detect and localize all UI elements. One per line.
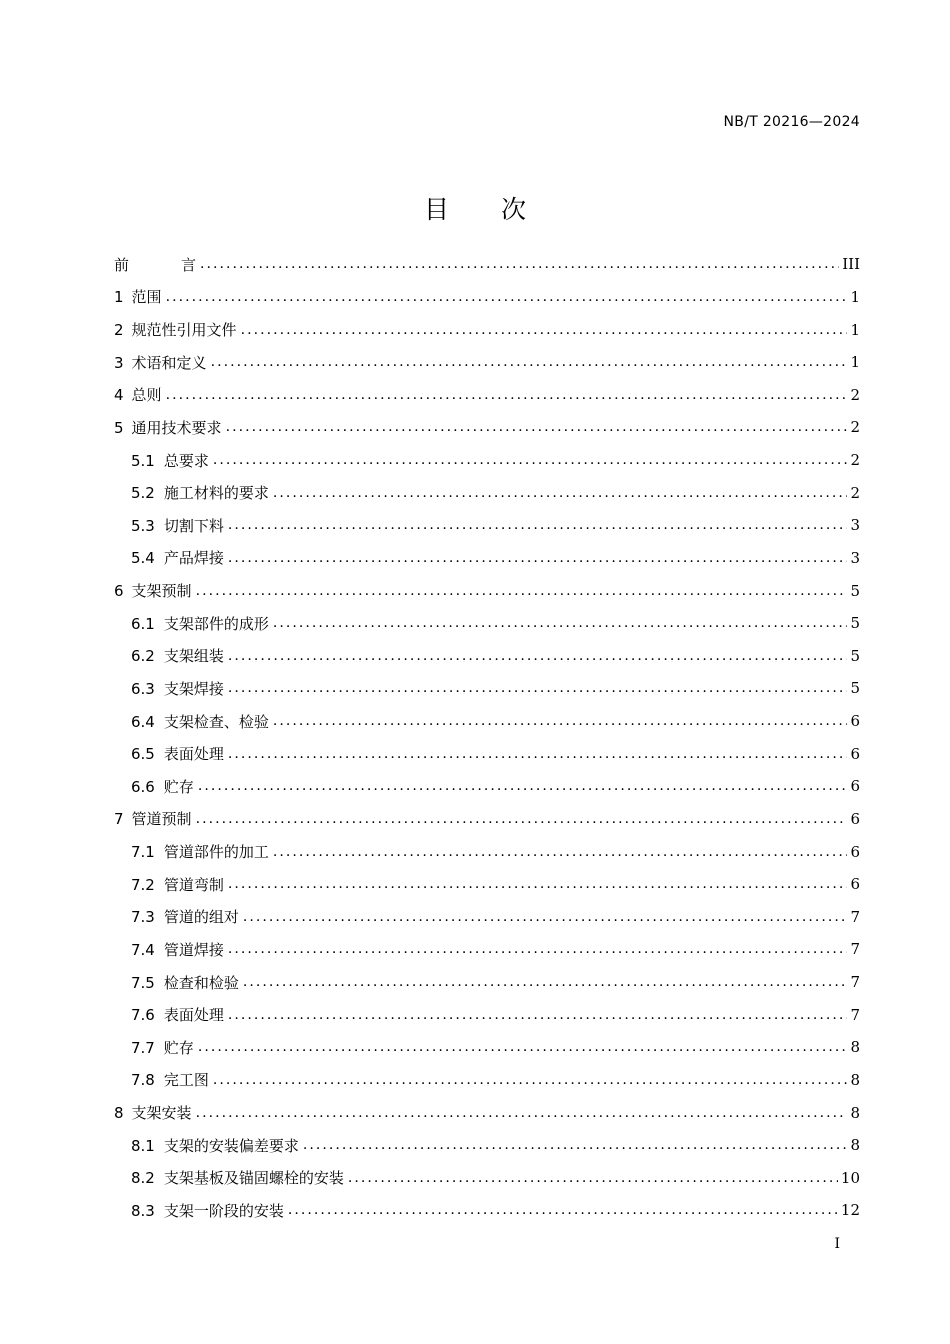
toc-entry-number: 7.7 bbox=[131, 1038, 155, 1057]
toc-entry[interactable] bbox=[114, 998, 860, 1031]
toc-entry-label bbox=[114, 254, 200, 275]
toc-entry-title: 支架部件的成形 bbox=[163, 614, 269, 633]
dot-leader bbox=[228, 746, 848, 762]
toc-entry-number: 6.3 bbox=[131, 679, 155, 698]
dot-leader bbox=[273, 844, 848, 860]
dot-leader bbox=[228, 517, 848, 533]
toc-entry-number: 8.1 bbox=[131, 1136, 155, 1155]
dot-leader bbox=[196, 811, 848, 827]
toc-entry[interactable] bbox=[114, 346, 860, 379]
toc-entry-label bbox=[131, 1037, 198, 1058]
preface-char-1: 前 bbox=[114, 255, 130, 274]
toc-entry[interactable] bbox=[114, 281, 860, 314]
toc-entry-label bbox=[131, 1135, 303, 1156]
toc-entry[interactable] bbox=[114, 1194, 860, 1227]
toc-entry-title: 支架的安装偏差要求 bbox=[163, 1136, 299, 1155]
dot-leader bbox=[241, 322, 848, 338]
toc-entry[interactable] bbox=[114, 1096, 860, 1129]
toc-entry[interactable] bbox=[114, 770, 860, 803]
toc-entry[interactable] bbox=[114, 313, 860, 346]
dot-leader bbox=[198, 1039, 848, 1055]
toc-entry-label bbox=[131, 841, 273, 862]
toc-page-number: 8 bbox=[850, 1136, 860, 1155]
toc-entry-title: 贮存 bbox=[163, 1038, 194, 1057]
toc-entry-title: 范围 bbox=[131, 288, 162, 307]
toc-entry[interactable] bbox=[114, 640, 860, 673]
toc-entry-title: 支架预制 bbox=[131, 582, 192, 601]
toc-entry-label bbox=[114, 352, 211, 373]
toc-entry-label bbox=[114, 319, 241, 340]
toc-page-number: 2 bbox=[850, 483, 860, 502]
toc-entry-label bbox=[131, 939, 228, 960]
toc-entry-number: 6 bbox=[114, 582, 124, 601]
dot-leader bbox=[196, 1105, 848, 1121]
toc-page-number: 7 bbox=[850, 973, 860, 992]
dot-leader bbox=[228, 941, 848, 957]
toc-entry-label bbox=[131, 515, 228, 536]
toc-entry[interactable] bbox=[114, 542, 860, 575]
toc-entry-number: 7.3 bbox=[131, 908, 155, 927]
standard-code: NB/T 20216—2024 bbox=[723, 114, 860, 130]
toc-entry-title: 管道预制 bbox=[131, 810, 192, 829]
toc-entry-number: 5.1 bbox=[131, 451, 155, 470]
toc-entry-label bbox=[131, 1200, 288, 1221]
toc-entry-number: 7.4 bbox=[131, 940, 155, 959]
toc-entry-number: 5.3 bbox=[131, 516, 155, 535]
toc-entry-label bbox=[131, 678, 228, 699]
dot-leader bbox=[166, 289, 848, 305]
toc-entry-title: 支架组装 bbox=[163, 647, 224, 666]
dot-leader bbox=[198, 778, 848, 794]
toc-entry[interactable] bbox=[114, 966, 860, 999]
toc-page-number: 1 bbox=[850, 353, 860, 372]
toc-entry-title: 管道部件的加工 bbox=[163, 843, 269, 862]
toc-entry-number: 8 bbox=[114, 1104, 124, 1123]
toc-page-number: 6 bbox=[850, 875, 860, 894]
toc-page-number: 12 bbox=[840, 1201, 860, 1220]
toc-entry-label bbox=[131, 547, 228, 568]
toc-page-number: 10 bbox=[840, 1168, 860, 1187]
toc-entry-label bbox=[131, 645, 228, 666]
toc-entry-title: 支架焊接 bbox=[163, 679, 224, 698]
toc-entry-number: 7.2 bbox=[131, 875, 155, 894]
toc-entry[interactable] bbox=[114, 574, 860, 607]
dot-leader bbox=[228, 680, 848, 696]
toc-page-number: 2 bbox=[850, 385, 860, 404]
toc-entry-label bbox=[114, 417, 226, 438]
toc-entry-title: 总则 bbox=[131, 386, 162, 405]
toc-entry-title: 管道的组对 bbox=[163, 908, 239, 927]
toc-entry-label bbox=[131, 711, 273, 732]
toc-entry[interactable] bbox=[114, 835, 860, 868]
toc-entry-number: 8.3 bbox=[131, 1201, 155, 1220]
toc-entry-preface[interactable] bbox=[114, 248, 860, 281]
toc-entry-number: 7.5 bbox=[131, 973, 155, 992]
toc-entry-title: 规范性引用文件 bbox=[131, 321, 237, 340]
toc-entry-label bbox=[114, 286, 166, 307]
toc-page-number: 5 bbox=[850, 581, 860, 600]
dot-leader bbox=[213, 1072, 848, 1088]
toc-entry-number: 6.4 bbox=[131, 712, 155, 731]
toc-entry-label bbox=[131, 1167, 348, 1188]
dot-leader bbox=[226, 419, 848, 435]
toc-page-number: 7 bbox=[850, 940, 860, 959]
preface-char-2: 言 bbox=[181, 255, 197, 274]
toc-page-number: 8 bbox=[850, 1038, 860, 1057]
toc-entry[interactable] bbox=[114, 868, 860, 901]
table-of-contents bbox=[114, 248, 860, 1227]
dot-leader bbox=[348, 1170, 838, 1186]
toc-entry-number: 6.1 bbox=[131, 614, 155, 633]
toc-entry[interactable] bbox=[114, 379, 860, 412]
toc-page-number: 6 bbox=[850, 712, 860, 731]
toc-page-number: 7 bbox=[850, 907, 860, 926]
toc-entry-label bbox=[131, 613, 273, 634]
toc-entry[interactable] bbox=[114, 476, 860, 509]
toc-entry-label bbox=[131, 450, 213, 471]
toc-page-number: 1 bbox=[850, 320, 860, 339]
dot-leader bbox=[228, 876, 848, 892]
toc-page-number: 8 bbox=[850, 1103, 860, 1122]
toc-page-number: 8 bbox=[850, 1070, 860, 1089]
toc-entry-number: 1 bbox=[114, 288, 124, 307]
toc-page-number: 6 bbox=[850, 809, 860, 828]
dot-leader bbox=[228, 550, 848, 566]
toc-entry-number: 5.2 bbox=[131, 484, 155, 503]
toc-page-number: 6 bbox=[850, 842, 860, 861]
dot-leader bbox=[288, 1202, 838, 1218]
toc-entry[interactable] bbox=[114, 705, 860, 738]
toc-entry[interactable] bbox=[114, 509, 860, 542]
toc-entry-label bbox=[114, 384, 166, 405]
toc-entry-label bbox=[131, 874, 228, 895]
toc-entry-title: 施工材料的要求 bbox=[163, 484, 269, 503]
toc-page-number: 5 bbox=[850, 679, 860, 698]
toc-entry[interactable] bbox=[114, 1162, 860, 1195]
toc-page-number: 6 bbox=[850, 744, 860, 763]
toc-entry[interactable] bbox=[114, 901, 860, 934]
toc-entry-title: 管道焊接 bbox=[163, 940, 224, 959]
toc-entry-number: 7.6 bbox=[131, 1006, 155, 1025]
toc-page-number: III bbox=[842, 255, 860, 274]
toc-entry-number: 7.1 bbox=[131, 843, 155, 862]
toc-entry[interactable] bbox=[114, 444, 860, 477]
toc-entry-number: 6.5 bbox=[131, 745, 155, 764]
dot-leader bbox=[273, 485, 848, 501]
toc-entry[interactable] bbox=[114, 737, 860, 770]
toc-entry-number: 7 bbox=[114, 810, 124, 829]
toc-entry-title: 表面处理 bbox=[163, 1006, 224, 1025]
dot-leader bbox=[243, 909, 848, 925]
toc-entry-title: 管道弯制 bbox=[163, 875, 224, 894]
toc-entry-label bbox=[131, 1069, 213, 1090]
toc-page-number: 6 bbox=[850, 777, 860, 796]
toc-entry-label bbox=[131, 1004, 228, 1025]
title-char-1: 目 bbox=[423, 195, 449, 224]
dot-leader bbox=[243, 974, 848, 990]
dot-leader bbox=[273, 713, 848, 729]
footer-page-number: I bbox=[834, 1236, 840, 1252]
toc-entry-number: 5.4 bbox=[131, 549, 155, 568]
dot-leader bbox=[273, 615, 848, 631]
toc-entry-title: 完工图 bbox=[163, 1071, 209, 1090]
toc-entry-title: 总要求 bbox=[163, 451, 209, 470]
toc-entry-number: 8.2 bbox=[131, 1169, 155, 1188]
toc-entry-number: 2 bbox=[114, 321, 124, 340]
toc-page-number: 3 bbox=[850, 516, 860, 535]
dot-leader bbox=[213, 452, 848, 468]
dot-leader bbox=[303, 1137, 848, 1153]
toc-page-number: 5 bbox=[850, 614, 860, 633]
dot-leader bbox=[166, 387, 848, 403]
toc-entry-title: 术语和定义 bbox=[131, 353, 207, 372]
toc-entry[interactable] bbox=[114, 672, 860, 705]
toc-entry-number: 5 bbox=[114, 418, 124, 437]
toc-entry-title: 切割下料 bbox=[163, 516, 224, 535]
toc-entry[interactable] bbox=[114, 411, 860, 444]
toc-entry-label bbox=[131, 776, 198, 797]
toc-entry-title: 支架一阶段的安装 bbox=[163, 1201, 284, 1220]
toc-entry-label bbox=[114, 580, 196, 601]
toc-entry-label bbox=[131, 906, 243, 927]
toc-entry[interactable] bbox=[114, 1064, 860, 1097]
toc-entry-number: 6.2 bbox=[131, 647, 155, 666]
dot-leader bbox=[211, 354, 848, 370]
dot-leader bbox=[228, 1007, 848, 1023]
title-char-2: 次 bbox=[501, 195, 527, 224]
toc-entry-label bbox=[131, 743, 228, 764]
toc-entry[interactable] bbox=[114, 933, 860, 966]
dot-leader bbox=[196, 583, 848, 599]
toc-entry-label bbox=[114, 808, 196, 829]
toc-entry-number: 6.6 bbox=[131, 777, 155, 796]
toc-page-number: 7 bbox=[850, 1005, 860, 1024]
toc-page-number: 2 bbox=[850, 451, 860, 470]
toc-entry-title: 贮存 bbox=[163, 777, 194, 796]
toc-entry[interactable] bbox=[114, 1031, 860, 1064]
toc-entry-number: 7.8 bbox=[131, 1071, 155, 1090]
toc-entry[interactable] bbox=[114, 803, 860, 836]
toc-entry-title: 通用技术要求 bbox=[131, 418, 222, 437]
toc-entry-title: 产品焊接 bbox=[163, 549, 224, 568]
page-title bbox=[0, 190, 950, 226]
toc-entry-title: 支架安装 bbox=[131, 1104, 192, 1123]
toc-entry-number: 4 bbox=[114, 386, 124, 405]
toc-entry-title: 检查和检验 bbox=[163, 973, 239, 992]
dot-leader bbox=[200, 256, 839, 272]
dot-leader bbox=[228, 648, 848, 664]
toc-page-number: 3 bbox=[850, 548, 860, 567]
toc-entry-number: 3 bbox=[114, 353, 124, 372]
toc-entry-title: 支架基板及锚固螺栓的安装 bbox=[163, 1169, 344, 1188]
toc-entry-title: 支架检查、检验 bbox=[163, 712, 269, 731]
toc-page-number: 1 bbox=[850, 287, 860, 306]
toc-entry-label bbox=[131, 972, 243, 993]
toc-entry-title: 表面处理 bbox=[163, 745, 224, 764]
toc-entry[interactable] bbox=[114, 607, 860, 640]
toc-page-number: 2 bbox=[850, 418, 860, 437]
toc-entry-label bbox=[114, 1102, 196, 1123]
toc-entry-label bbox=[131, 482, 273, 503]
toc-entry[interactable] bbox=[114, 1129, 860, 1162]
toc-page-number: 5 bbox=[850, 646, 860, 665]
